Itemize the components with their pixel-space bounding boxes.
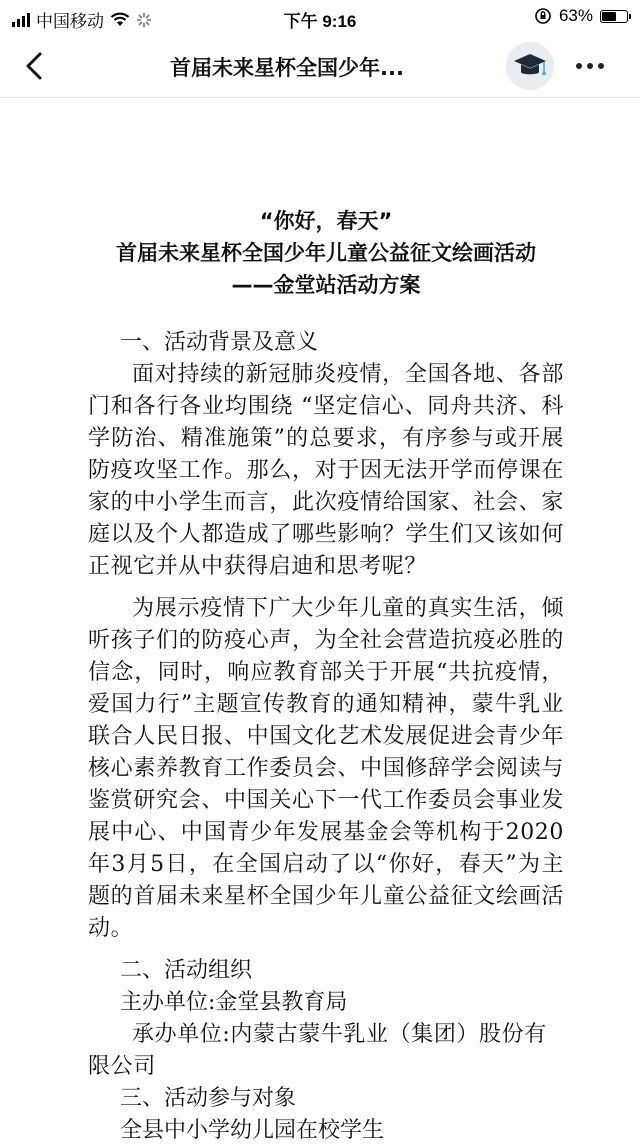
paragraph-background: 面对持续的新冠肺炎疫情，全国各地、各部门和各行各业均围绕 “坚定信心、同舟共济、科学防治、精准施策”的总要求，有序参与或开展防疫攻坚工作。那么，对于因无法开学而停课在家的中小学生而言，此次疫情给国家、社会、家庭以及个人都造成了哪些影响？学生们又该如何正视它并从中获得启迪和思考呢？ (88, 362, 564, 579)
participants-line: 全县中小学幼儿园在校学生 (120, 1118, 385, 1143)
account-avatar[interactable] (506, 42, 554, 90)
battery-percent: 63% (558, 6, 593, 25)
section-heading-organization: 二、活动组织 (120, 958, 253, 983)
more-dot-icon (576, 63, 582, 69)
article-title-line-2: 首届未来星杯全国少年儿童公益征文绘画活动 (116, 241, 536, 265)
chevron-left-icon (24, 51, 44, 81)
status-right (534, 6, 628, 26)
article-title-line-3: ——金堂站活动方案 (231, 273, 421, 297)
battery-icon (600, 10, 628, 23)
navigation-bar (0, 34, 640, 98)
status-bar (0, 0, 640, 34)
article-title-line-1: “你好，春天” (259, 209, 393, 233)
status-time: 下午 9:16 (283, 12, 357, 31)
orientation-lock-icon (534, 7, 552, 25)
more-dot-icon (587, 63, 593, 69)
carrier-label: 中国移动 (36, 12, 104, 31)
graduation-cap-icon (512, 50, 548, 82)
more-dot-icon (598, 63, 604, 69)
section-heading-participants: 三、活动参与对象 (120, 1086, 297, 1111)
more-options-button[interactable] (570, 54, 610, 78)
section-heading-background: 一、活动背景及意义 (120, 330, 319, 355)
page-title: 首届未来星杯全国少年... (170, 56, 404, 80)
article-body (88, 205, 564, 1147)
paragraph-activity-launch: 为展示疫情下广大少年儿童的真实生活，倾听孩子们的防疫心声，为全社会营造抗疫必胜的信念，同时，响应教育部关于开展“共抗疫情，爱国力行”主题宣传教育的通知精神，蒙牛乳业联合人民日报、中国文化艺术发展促进会青少年核心素养教育工作委员会、中国修辞学会阅读与鉴赏研究会、中国关心下一代工作委员会事业发展中心、中国青少年发展基金会等机构于2020年3月5日，在全国启动了以“你好，春天”为主题的首届未来星杯全国少年儿童公益征文绘画活动。 (88, 596, 564, 941)
battery-level (602, 12, 616, 21)
organizer-line: 主办单位:金堂县教育局 (120, 990, 348, 1015)
back-button[interactable] (16, 48, 52, 84)
co-organizer-line: 承办单位:内蒙古蒙牛乳业（集团）股份有限公司 (88, 1022, 547, 1079)
